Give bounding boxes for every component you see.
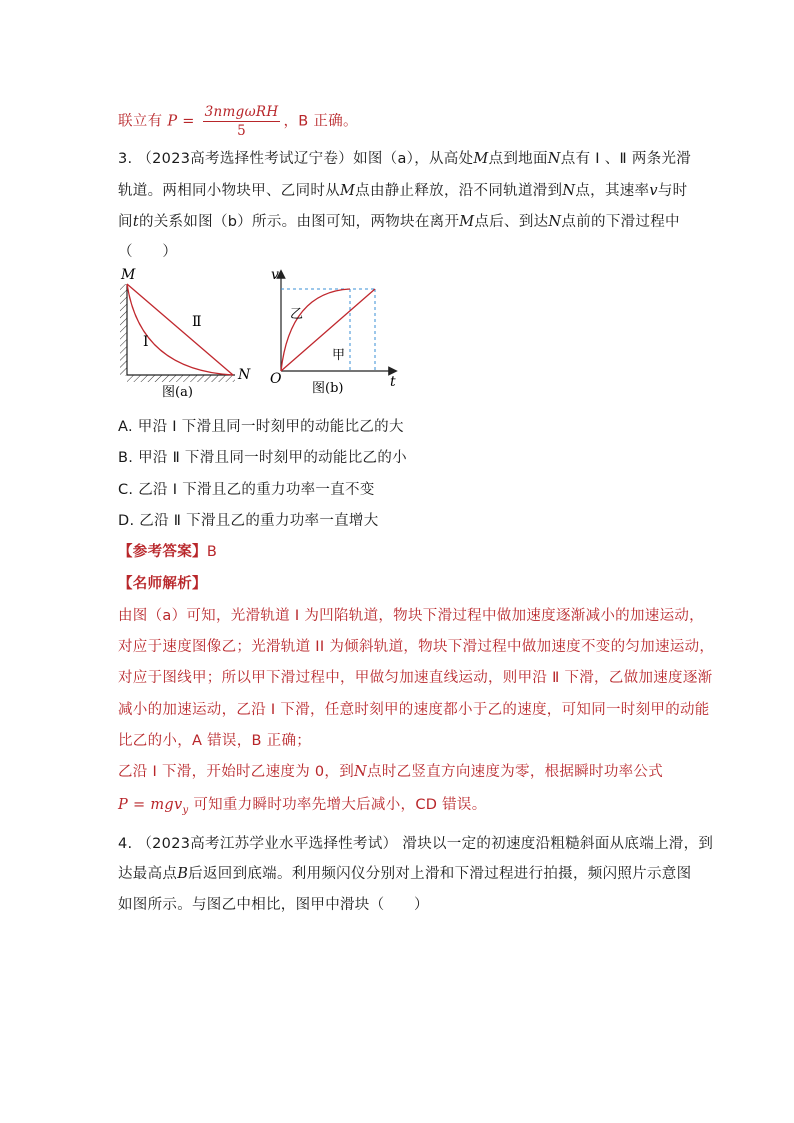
label-v: v [271, 267, 279, 283]
analysis-line-1: 由图（a）可知，光滑轨道 I 为凹陷轨道，物块下滑过程中做加速度逐渐减小的加速运动， [118, 608, 704, 624]
q3-text: 点到地面 [488, 151, 548, 167]
var-M: M [473, 151, 489, 167]
q3-text: 点有 Ⅰ 、Ⅱ 两条光滑 [560, 151, 692, 167]
analysis-line-2: 对应于速度图像乙；光滑轨道 II 为倾斜轨道，物块下滑过程中做加速度不变的匀加速运动， [118, 639, 715, 655]
q4-text: 滑块以一定的初速度沿粗糙斜面从底端上滑，到 [402, 836, 714, 852]
q3-text: 点前的下滑过程中 [561, 214, 680, 230]
var-v: v [649, 183, 658, 199]
analysis-line-3: 对应于图线甲；所以甲下滑过程中，甲做匀加速直线运动，则甲沿 Ⅱ 下滑，乙做加速度逐渐 [118, 670, 713, 686]
option-a: A. 甲沿 Ⅰ 下滑且同一时刻甲的动能比乙的大 [118, 419, 404, 435]
q4-line-3: 如图所示。与图乙中相比，图甲中滑块（ ） [118, 897, 429, 913]
q3-text: 与时 [657, 183, 688, 199]
q3-line-1 [118, 147, 691, 168]
q3-text: 如图（a），从高处 [353, 151, 474, 167]
answer-line [118, 540, 217, 561]
formula-mgv: = mgv [128, 797, 183, 813]
analysis-line-4: 减小的加速运动，乙沿 I 下滑，任意时刻甲的速度都小于乙的速度，可知同一时刻甲的动能 [118, 702, 710, 718]
q3-text: 间 [118, 214, 133, 230]
q3-text: 轨道。两相同小物块甲、乙同时从 [118, 183, 340, 199]
previous-conclusion-line [118, 104, 358, 139]
q4-text: 达最高点 [118, 866, 178, 882]
figure-b-caption: 图(b) [312, 381, 344, 396]
curve-jia [281, 289, 375, 371]
var-M: M [340, 183, 356, 199]
q3-text: 点由静止释放，沿不同轨道滑到 [355, 183, 563, 199]
label-O: O [270, 371, 282, 387]
var-N: N [548, 214, 562, 230]
q3-source: （2023高考选择性考试辽宁卷） [137, 151, 354, 167]
suffix-text: ，B 正确。 [283, 113, 358, 130]
var-B: B [177, 866, 189, 882]
option-c: C. 乙沿 Ⅰ 下滑且乙的重力功率一直不变 [118, 482, 375, 498]
label-yi: 乙 [290, 307, 304, 322]
q4-number: 4. [118, 836, 133, 852]
q3-blank: （ ） [118, 244, 178, 260]
label-M: M [121, 267, 136, 283]
analysis-line-6 [118, 760, 663, 781]
prefix-text: 联立有 [118, 113, 163, 130]
q4-line-2 [118, 862, 691, 883]
var-t: t [132, 214, 139, 230]
fraction-numerator: 3nmgωRH [204, 104, 279, 120]
label-t: t [390, 374, 396, 390]
figure-b-velocity-time-graph [266, 262, 406, 402]
label-N: N [238, 367, 251, 383]
q3-text: 的关系如图（b）所示。由图可知，两物块在离开 [138, 214, 460, 230]
var-M: M [459, 214, 475, 230]
q3-line-2 [118, 179, 687, 200]
figure-a-track-diagram [112, 262, 257, 402]
answer-value: B [206, 544, 218, 560]
q3-text: 点，其速率 [575, 183, 650, 199]
q4-source: （2023高考江苏学业水平选择性考试） [137, 836, 398, 852]
var-N: N [562, 183, 576, 199]
q4-text: 后返回到底端。利用频闪仪分别对上滑和下滑过程进行拍摄，频闪照片示意图 [188, 866, 692, 882]
analysis-text: 可知重力瞬时功率先增大后减小，CD 错误。 [188, 797, 487, 813]
option-b: B. 甲沿 Ⅱ 下滑且同一时刻甲的动能比乙的小 [118, 450, 407, 466]
analysis-line-7 [118, 793, 487, 816]
analysis-text: 乙沿 I 下滑，开始时乙速度为 0，到 [118, 764, 355, 780]
var-N: N [547, 151, 561, 167]
formula-eq: = [177, 113, 200, 130]
wall-hatching [120, 284, 127, 376]
label-track-II: Ⅱ [192, 314, 202, 330]
formula-lhs: P [167, 113, 178, 130]
q3-number: 3. [118, 151, 133, 167]
label-jia: 甲 [332, 348, 346, 363]
var-N: N [354, 764, 368, 780]
analysis-text: 点时乙竖直方向速度为零，根据瞬时功率公式 [367, 764, 664, 780]
formula-fraction [203, 104, 281, 139]
analysis-label: 【名师解析】 [118, 576, 207, 592]
q3-text: 点后、到达 [474, 214, 549, 230]
ground-hatching [127, 375, 235, 382]
option-d: D. 乙沿 Ⅱ 下滑且乙的重力功率一直增大 [118, 513, 379, 529]
q3-line-3 [118, 210, 680, 231]
fraction-denominator: 5 [237, 123, 246, 139]
q4-line-1 [118, 832, 713, 853]
formula-subscript: y [182, 804, 189, 816]
formula-P: P [118, 797, 129, 813]
figure-a-caption: 图(a) [162, 385, 193, 400]
analysis-line-5: 比乙的小，A 错误，B 正确； [118, 733, 312, 749]
answer-label: 【参考答案】 [118, 544, 207, 560]
label-track-I: Ⅰ [143, 334, 149, 350]
